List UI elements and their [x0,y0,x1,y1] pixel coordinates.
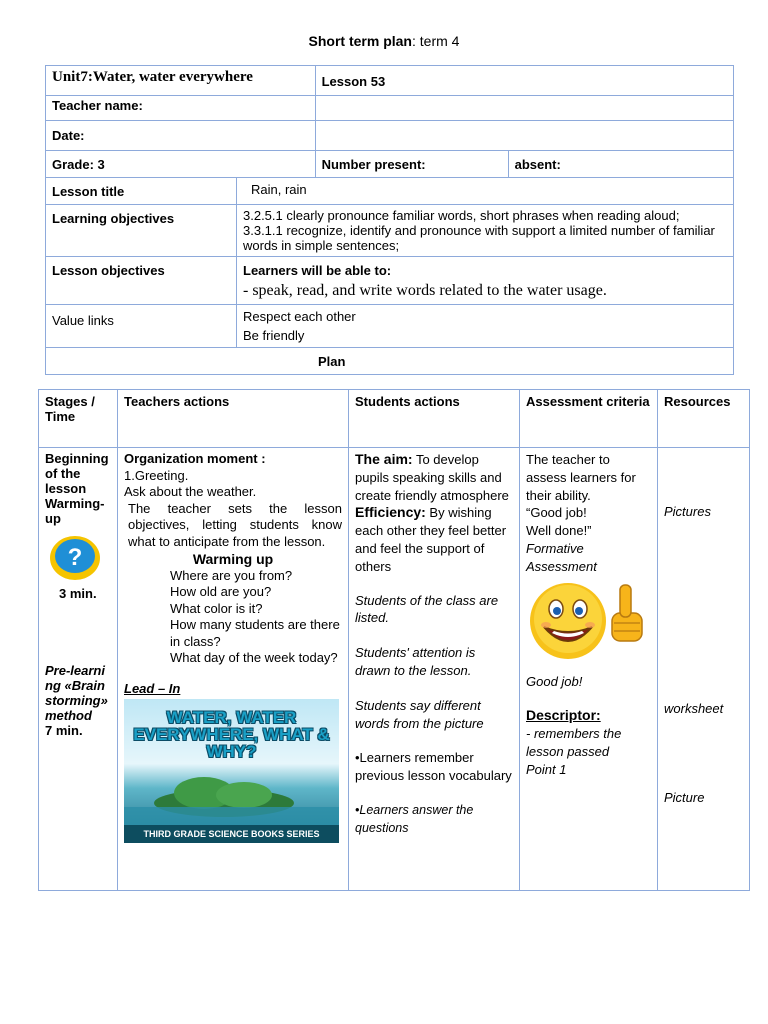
value-links-value: Respect each other Be friendly [237,305,734,348]
warming-question: How many students are there in class? [170,617,340,649]
learning-objectives-value: 3.2.5.1 clearly pronounce familiar words, short phrases when reading aloud; 3.3.1.1 recognize, identify and pronounce with support a limited number of familiar words in simple sentences; [237,205,734,257]
greeting-text: 1.Greeting. [124,467,189,483]
descriptor-item: Point 1 [526,761,567,777]
assessment-cell [520,448,658,891]
book-series: THIRD GRADE SCIENCE BOOKS SERIES [124,825,339,843]
resource-item: Picture [664,790,705,805]
stage-prelearning: Pre-learning «Brainstorming» method [45,663,108,723]
date-value [315,121,733,151]
descriptor-item: - remembers the lesson passed [526,726,622,759]
aim-text: The aim: To develop pupils speaking skills and create friendly atmosphere [355,451,509,503]
unit-title: Unit7:Water, water everywhere [46,66,316,96]
learning-objectives-label: Learning objectives [46,205,237,257]
warming-question: What day of the week today? [170,650,338,665]
header-resources: Resources [658,390,750,448]
number-present-label: Number present: [315,151,508,178]
absent-label: absent: [508,151,733,178]
lesson-objectives-label: Lesson objectives [46,257,237,305]
resource-item: Pictures [664,504,711,519]
teacher-name-value [315,96,733,121]
student-note: Students of the class are listed. [355,592,499,626]
question-icon [49,534,101,582]
book-title: WATER, WATER EVERYWHERE, WHAT & WHY? [133,708,330,761]
efficiency-text: Efficiency: By wishing each other they feel better and feel the support of others [355,504,507,574]
plan-table [38,389,750,891]
lesson-info-table [45,65,734,375]
plan-label: Plan [46,348,734,375]
org-moment-heading: Organization moment : [124,451,266,466]
header-stages: Stages / Time [39,390,118,448]
assessment-text: “Good job! [526,505,587,521]
stage-beginning: Beginning of the lesson Warming-up [45,451,109,526]
descriptor-heading: Descriptor: [526,707,601,724]
student-note: Students' attention is drawn to the lesson. [355,645,476,678]
island-illustration [124,769,339,825]
warming-up-heading: Warming up [192,551,274,567]
resources-cell [658,448,750,891]
ask-weather-text: Ask about the weather. [124,484,257,499]
student-note: •Learners remember previous lesson vocabulary [355,750,512,784]
teacher-actions-cell [118,448,349,891]
page-title: Short term plan: term 4 [308,33,460,49]
svg-text:?: ? [67,544,83,571]
header-assessment: Assessment criteria [520,390,658,448]
student-note: •Learners answer the questions [355,802,474,835]
stage-time-2: 7 min. [45,723,83,738]
header-students-actions: Students actions [349,390,520,448]
lesson-title-label: Lesson title [46,178,237,205]
assessment-text: Formative Assessment [526,540,597,574]
assessment-text: Well done!” [526,523,592,539]
thumbs-up-smiley-icon [528,579,650,665]
students-actions-cell [349,448,520,891]
resource-item: worksheet [664,701,724,716]
warming-question: Where are you from? [170,567,293,583]
assessment-text: The teacher to assess learners for their ability. [526,452,636,503]
stage-cell [39,448,118,891]
header-teachers-actions: Teachers actions [118,390,349,448]
grade-label: Grade: 3 [46,151,316,178]
sets-objectives-text: The teacher sets the lesson objectives, letting students know what to anticipate from the lesson. [128,500,342,549]
student-note: Students say different words from the picture [355,697,484,731]
lesson-title-value: Rain, rain [237,178,734,205]
warming-question: How old are you? [170,584,272,599]
warming-question: What color is it? [170,600,263,616]
lead-in-heading: Lead – In [124,680,181,696]
value-links-label: Value links [46,305,237,348]
good-job-text: Good job! [526,673,583,689]
teacher-name-label: Teacher name: [46,96,316,121]
book-cover-image [124,699,339,843]
lesson-number: Lesson 53 [315,66,733,96]
date-label: Date: [46,121,316,151]
stage-time-1: 3 min. [59,586,97,601]
lesson-objectives-value: Learners will be able to: - speak, read, and write words related to the water usage. [237,257,734,305]
